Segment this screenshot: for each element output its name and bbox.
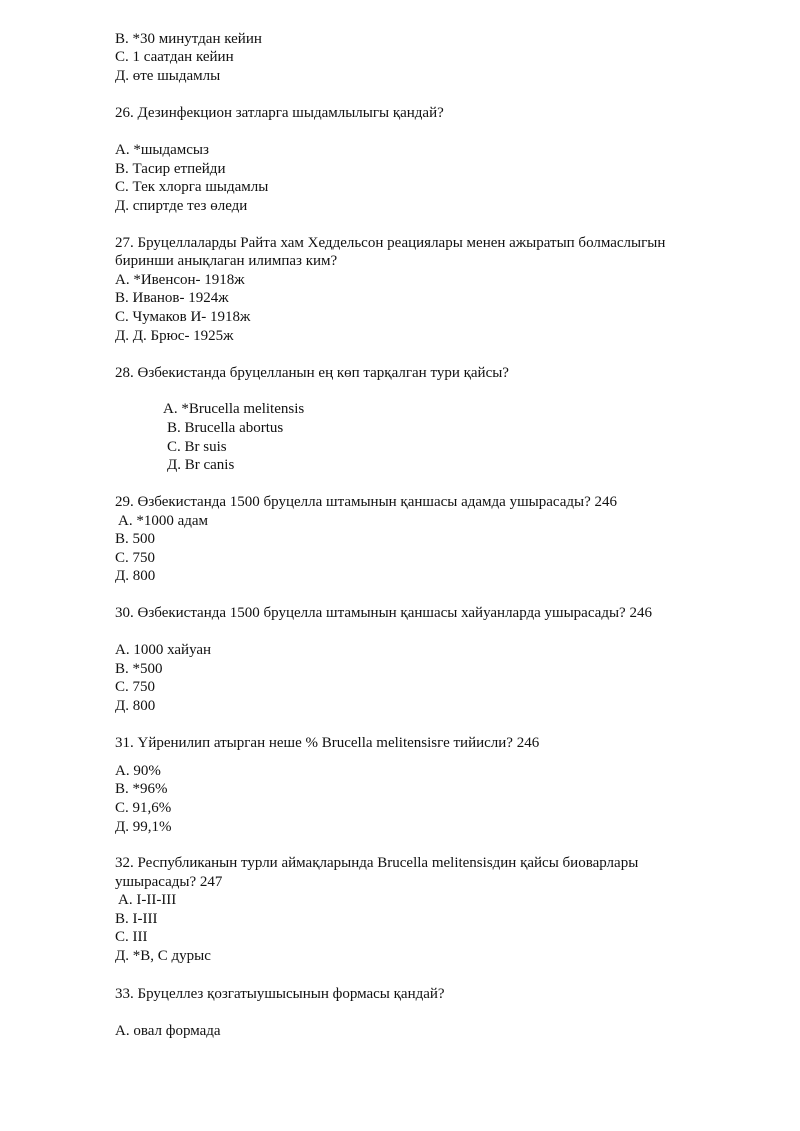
answer-option: А. *Brucella melitensis xyxy=(163,401,305,417)
answer-option: А. *Ивенсон- 1918ж xyxy=(115,272,245,288)
question-28: 28. Өзбекистанда бруцелланын ең көп тарқалган тури қайсы? xyxy=(115,365,509,381)
answer-option: С. Чумаков И- 1918ж xyxy=(115,309,251,325)
answer-option: В. Иванов- 1924ж xyxy=(115,290,229,306)
answer-option: С. 750 xyxy=(115,550,156,566)
answer-option: С. 750 xyxy=(115,679,156,695)
answer-option: С. 1 саатдан кейин xyxy=(115,49,234,65)
answer-option: В. *96% xyxy=(115,781,168,797)
question-32: 32. Республиканын турли аймақларында Brucella melitensisдин қайсы биоварлары xyxy=(115,855,639,871)
answer-option: Д. Д. Брюс- 1925ж xyxy=(115,328,234,344)
answer-option: Д. 99,1% xyxy=(115,819,172,835)
answer-option: С. III xyxy=(115,929,148,945)
answer-option: С. 91,6% xyxy=(115,800,172,816)
answer-option: А. *1000 адам xyxy=(118,513,209,529)
answer-option: С. Тек хлорга шыдамлы xyxy=(115,179,269,195)
question-26: 26. Дезинфекцион затларга шыдамлылыгы қандай? xyxy=(115,105,444,121)
answer-option: В. *500 xyxy=(115,661,163,677)
question-27-continued: биринши анықлаган илимпаз ким? xyxy=(115,253,338,269)
question-30: 30. Өзбекистанда 1500 бруцелла штамынын қаншасы хайуанларда ушырасады? 246 xyxy=(115,605,652,621)
answer-option: А. I-II-III xyxy=(118,892,177,908)
answer-option: Д. өте шыдамлы xyxy=(115,68,221,84)
answer-option: А. 90% xyxy=(115,763,161,779)
question-31: 31. Үйренилип атырган неше % Brucella melitensisге тийисли? 246 xyxy=(115,735,540,751)
answer-option: В. Тасир етпейди xyxy=(115,161,226,177)
answer-option: А. 1000 хайуан xyxy=(115,642,212,658)
question-32-continued: ушырасады? 247 xyxy=(115,874,223,890)
answer-option: В. *30 минутдан кейин xyxy=(115,31,262,47)
answer-option: Д. *В, С дурыс xyxy=(115,948,211,964)
answer-option: Д. Br canis xyxy=(167,457,235,473)
question-29: 29. Өзбекистанда 1500 бруцелла штамынын қаншасы адамда ушырасады? 246 xyxy=(115,494,617,510)
answer-option: Д. 800 xyxy=(115,698,156,714)
answer-option: В. 500 xyxy=(115,531,156,547)
answer-option: Д. 800 xyxy=(115,568,156,584)
question-27: 27. Бруцеллаларды Райта хам Хеддельсон реациялары менен ажыратып болмаслыгын xyxy=(115,235,666,251)
answer-option: А. *шыдамсыз xyxy=(115,142,209,158)
answer-option: В. I-III xyxy=(115,911,158,927)
answer-option: C. Br suis xyxy=(167,439,227,455)
question-33: 33. Бруцеллез қозгатыушысынын формасы қандай? xyxy=(115,986,445,1002)
answer-option: Д. спиртде тез өледи xyxy=(115,198,248,214)
answer-option: B. Brucella abortus xyxy=(167,420,284,436)
answer-option: А. овал формада xyxy=(115,1023,221,1039)
